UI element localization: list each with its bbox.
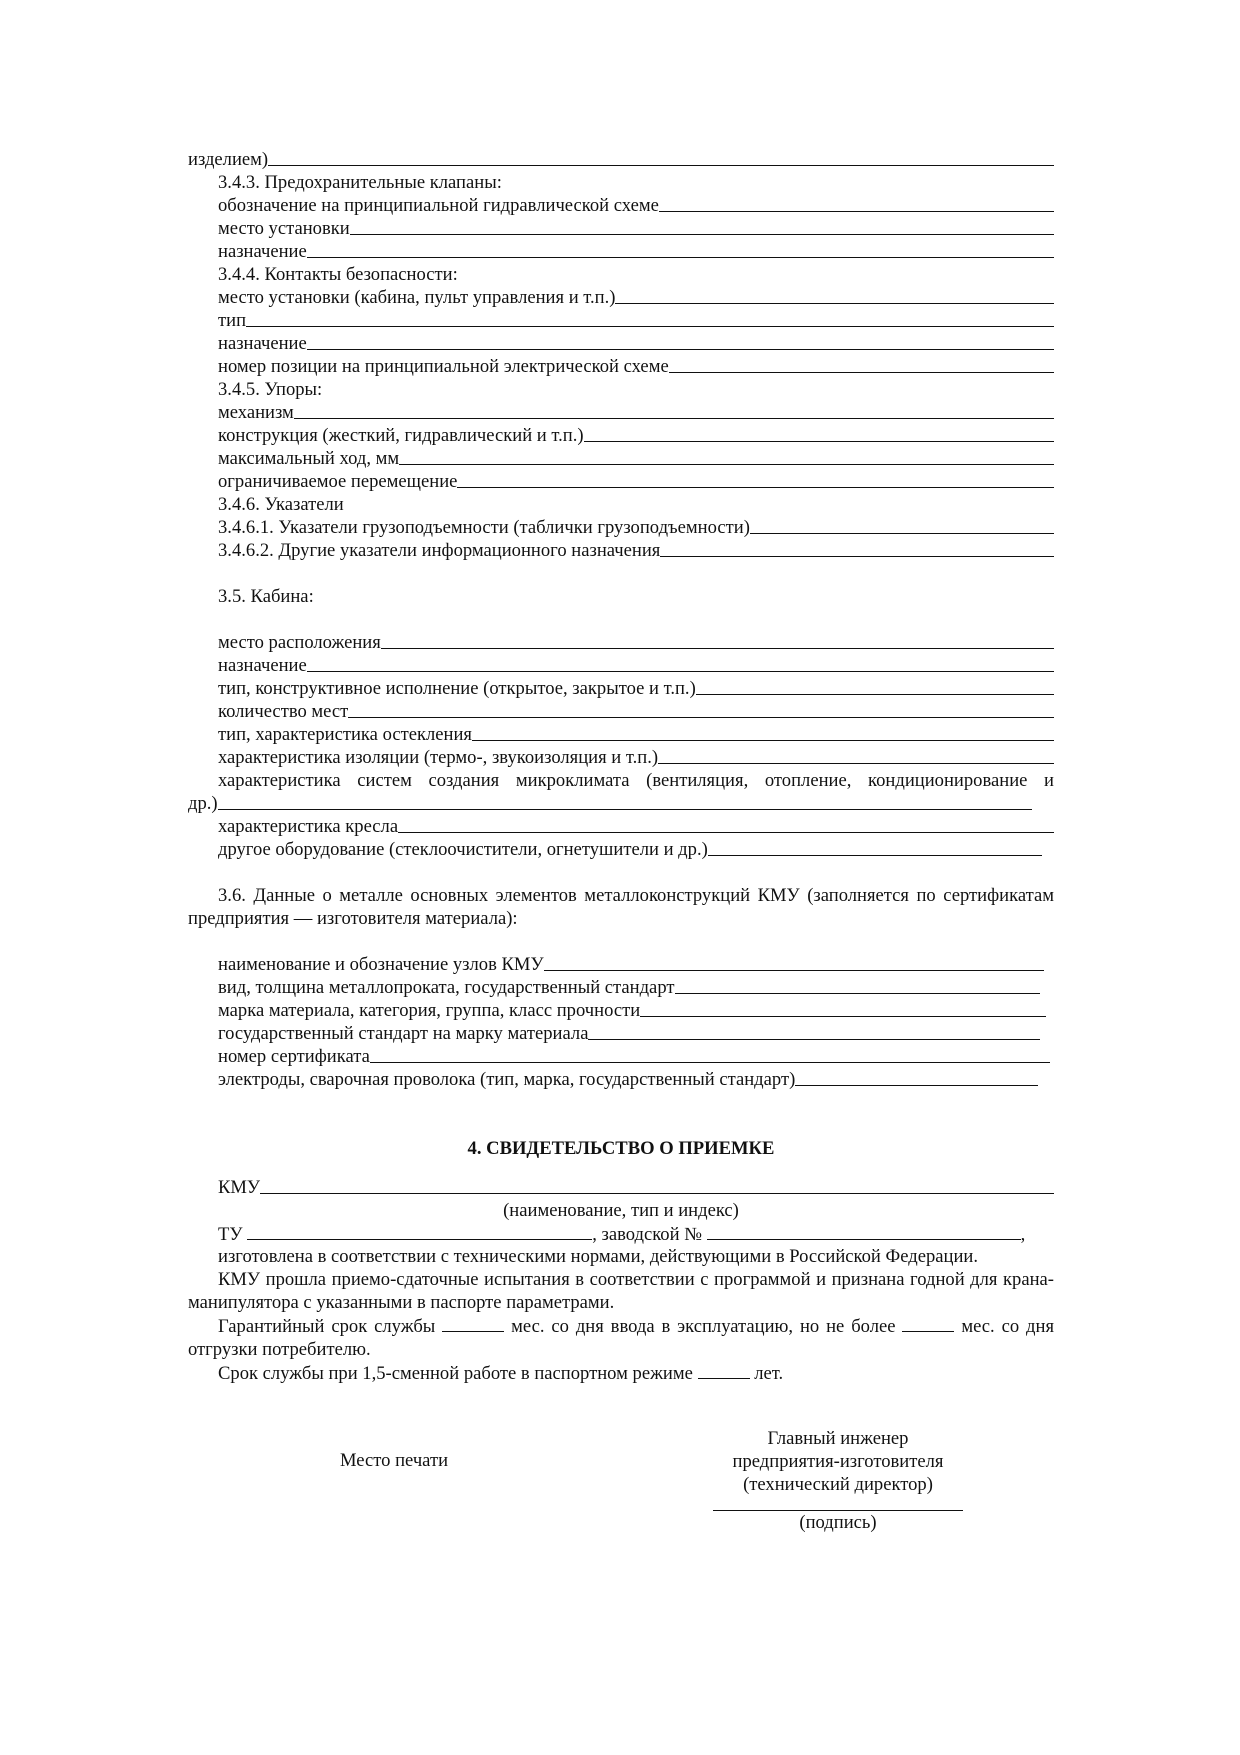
section-title: 3.5. Кабина: bbox=[218, 586, 314, 607]
field-label: характеристика изоляции (термо-, звукоизоляция и т.п.) bbox=[218, 747, 659, 768]
fill-rule bbox=[398, 815, 1054, 833]
field-label: ограничиваемое перемещение bbox=[218, 471, 458, 492]
document-page bbox=[188, 148, 1054, 1630]
field-label: 3.4.6.1. Указатели грузоподъемности (таблички грузоподъемности) bbox=[218, 517, 750, 538]
warranty-blank-2 bbox=[902, 1314, 954, 1332]
signer-title-2: предприятия-изготовителя bbox=[732, 1451, 944, 1472]
fill-rule bbox=[658, 746, 1054, 764]
field-label: другое оборудование (стеклоочистители, огнетушители и др.) bbox=[218, 839, 708, 860]
fill-rule bbox=[584, 424, 1054, 442]
fill-rule bbox=[696, 677, 1054, 695]
fill-line bbox=[188, 631, 1054, 654]
fill-rule bbox=[457, 470, 1054, 488]
fill-line bbox=[188, 723, 1054, 746]
fill-rule bbox=[307, 332, 1054, 350]
field-label: максимальный ход, мм bbox=[218, 448, 400, 469]
service-part-2: лет. bbox=[754, 1363, 784, 1384]
fill-line bbox=[188, 470, 1054, 493]
fill-rule bbox=[472, 723, 1054, 741]
field-label: электроды, сварочная проволока (тип, марка, государственный стандарт) bbox=[218, 1069, 796, 1090]
fill-rule bbox=[350, 217, 1054, 235]
fill-line bbox=[188, 792, 1054, 815]
field-label: характеристика кресла bbox=[218, 816, 399, 837]
signer-title-1: Главный инженер bbox=[767, 1428, 909, 1449]
fill-rule bbox=[381, 631, 1054, 649]
field-label: государственный стандарт на марку материала bbox=[218, 1023, 589, 1044]
serial-label: , заводской № bbox=[592, 1224, 702, 1245]
field-label: место установки (кабина, пульт управления и т.п.) bbox=[218, 287, 616, 308]
signature-area bbox=[188, 1430, 1054, 1630]
fill-rule bbox=[260, 1176, 1054, 1194]
warranty-text bbox=[188, 1314, 1054, 1361]
service-life-line bbox=[188, 1361, 1054, 1384]
section-heading: 4. СВИДЕТЕЛЬСТВО О ПРИЕМКЕ bbox=[467, 1138, 775, 1159]
field-label: конструкция (жесткий, гидравлический и т.п.) bbox=[218, 425, 584, 446]
subsection-title: 3.4.4. Контакты безопасности: bbox=[218, 264, 458, 285]
fill-line bbox=[188, 240, 1054, 263]
stamp-place: Место печати bbox=[340, 1450, 449, 1471]
tu-line bbox=[188, 1222, 1054, 1245]
fill-line bbox=[188, 148, 1054, 171]
fill-line bbox=[188, 746, 1054, 769]
passed-text: КМУ прошла приемо-сдаточные испытания в соответствии с программой и признана годной для крана-манипулятора с указанными в паспорте параметрами. bbox=[188, 1269, 1054, 1313]
field-label: механизм bbox=[218, 402, 294, 423]
field-label: др.) bbox=[188, 793, 218, 814]
kmu-line bbox=[188, 1176, 1054, 1199]
fill-rule bbox=[669, 355, 1054, 373]
field-label: тип, конструктивное исполнение (открытое, закрытое и т.п.) bbox=[218, 678, 696, 699]
field-label: тип bbox=[218, 310, 247, 331]
field-label: марка материала, категория, группа, класс прочности bbox=[218, 1000, 641, 1021]
field-label: назначение bbox=[218, 655, 307, 676]
fill-line bbox=[188, 539, 1054, 562]
signer-block bbox=[708, 1427, 968, 1534]
climate-line: характеристика систем создания микроклимата (вентиляция, отопление, кондиционирование и bbox=[218, 770, 1054, 791]
fill-line bbox=[188, 1068, 1054, 1091]
fill-line bbox=[188, 401, 1054, 424]
field-label: наименование и обозначение узлов КМУ bbox=[218, 954, 544, 975]
warranty-part-3: мес. со дня отгрузки потребителю. bbox=[188, 1316, 1055, 1360]
manufactured-text: изготовлена в соответствии с техническими нормами, действующими в Российской Федерации. bbox=[218, 1246, 978, 1267]
fill-line bbox=[188, 355, 1054, 378]
fill-line bbox=[188, 217, 1054, 240]
fill-rule bbox=[795, 1068, 1038, 1086]
subsection-title: 3.4.5. Упоры: bbox=[218, 379, 323, 400]
fill-rule bbox=[615, 286, 1054, 304]
fill-rule bbox=[750, 516, 1054, 534]
fill-rule bbox=[544, 953, 1044, 971]
field-label: место расположения bbox=[218, 632, 381, 653]
field-label: вид, толщина металлопроката, государственный стандарт bbox=[218, 977, 675, 998]
subsection-title: 3.4.6. Указатели bbox=[218, 494, 344, 515]
fill-line bbox=[188, 332, 1054, 355]
fill-line bbox=[188, 1022, 1054, 1045]
field-label: изделием) bbox=[188, 149, 269, 170]
field-label: КМУ bbox=[218, 1177, 261, 1198]
field-label: назначение bbox=[218, 241, 307, 262]
field-label: номер позиции на принципиальной электрической схеме bbox=[218, 356, 669, 377]
fill-line bbox=[188, 447, 1054, 470]
serial-blank bbox=[707, 1222, 1021, 1240]
warranty-part-1: Гарантийный срок службы bbox=[218, 1316, 436, 1337]
fill-rule bbox=[659, 194, 1054, 212]
field-label: обозначение на принципиальной гидравлической схеме bbox=[218, 195, 659, 216]
fill-line bbox=[188, 953, 1054, 976]
fill-line bbox=[188, 654, 1054, 677]
fill-rule bbox=[675, 976, 1041, 994]
fill-line bbox=[188, 677, 1054, 700]
subsection-title: 3.4.3. Предохранительные клапаны: bbox=[218, 172, 502, 193]
fill-line bbox=[188, 516, 1054, 539]
fill-rule bbox=[640, 999, 1046, 1017]
service-blank bbox=[698, 1361, 750, 1379]
warranty-blank-1 bbox=[442, 1314, 504, 1332]
fill-rule bbox=[307, 654, 1054, 672]
fill-rule bbox=[370, 1045, 1050, 1063]
fill-line bbox=[188, 976, 1054, 999]
fill-rule bbox=[218, 792, 1032, 810]
field-label: назначение bbox=[218, 333, 307, 354]
fill-rule bbox=[708, 838, 1042, 856]
fill-rule bbox=[268, 148, 1054, 166]
fill-line bbox=[188, 194, 1054, 217]
warranty-part-2: мес. со дня ввода в эксплуатацию, но не более bbox=[511, 1316, 896, 1337]
field-label: тип, характеристика остекления bbox=[218, 724, 472, 745]
signature-caption: (подпись) bbox=[799, 1512, 877, 1533]
fill-line bbox=[188, 1045, 1054, 1068]
fill-line bbox=[188, 309, 1054, 332]
fill-rule bbox=[588, 1022, 1040, 1040]
field-label: 3.4.6.2. Другие указатели информационного назначения bbox=[218, 540, 661, 561]
serial-end: , bbox=[1020, 1224, 1026, 1245]
fill-line bbox=[188, 700, 1054, 723]
field-label: количество мест bbox=[218, 701, 349, 722]
signer-title-3: (технический директор) bbox=[743, 1474, 933, 1495]
tu-label: ТУ bbox=[218, 1224, 243, 1245]
fill-line bbox=[188, 424, 1054, 447]
fill-line bbox=[188, 815, 1054, 838]
fill-rule bbox=[399, 447, 1054, 465]
fill-rule bbox=[307, 240, 1054, 258]
fill-rule bbox=[348, 700, 1054, 718]
fill-line bbox=[188, 286, 1054, 309]
tu-blank bbox=[247, 1222, 592, 1240]
kmu-caption: (наименование, тип и индекс) bbox=[503, 1200, 739, 1221]
fill-rule bbox=[246, 309, 1054, 327]
fill-rule bbox=[294, 401, 1054, 419]
fill-line bbox=[188, 999, 1054, 1022]
field-label: номер сертификата bbox=[218, 1046, 370, 1067]
metal-intro: 3.6. Данные о металле основных элементов металлоконструкций КМУ (заполняется по сертификатам предприятия — изготовителя материала): bbox=[188, 885, 1054, 929]
service-part-1: Срок службы при 1,5-сменной работе в паспортном режиме bbox=[218, 1363, 693, 1384]
fill-line bbox=[188, 838, 1054, 861]
field-label: место установки bbox=[218, 218, 350, 239]
fill-rule bbox=[660, 539, 1054, 557]
